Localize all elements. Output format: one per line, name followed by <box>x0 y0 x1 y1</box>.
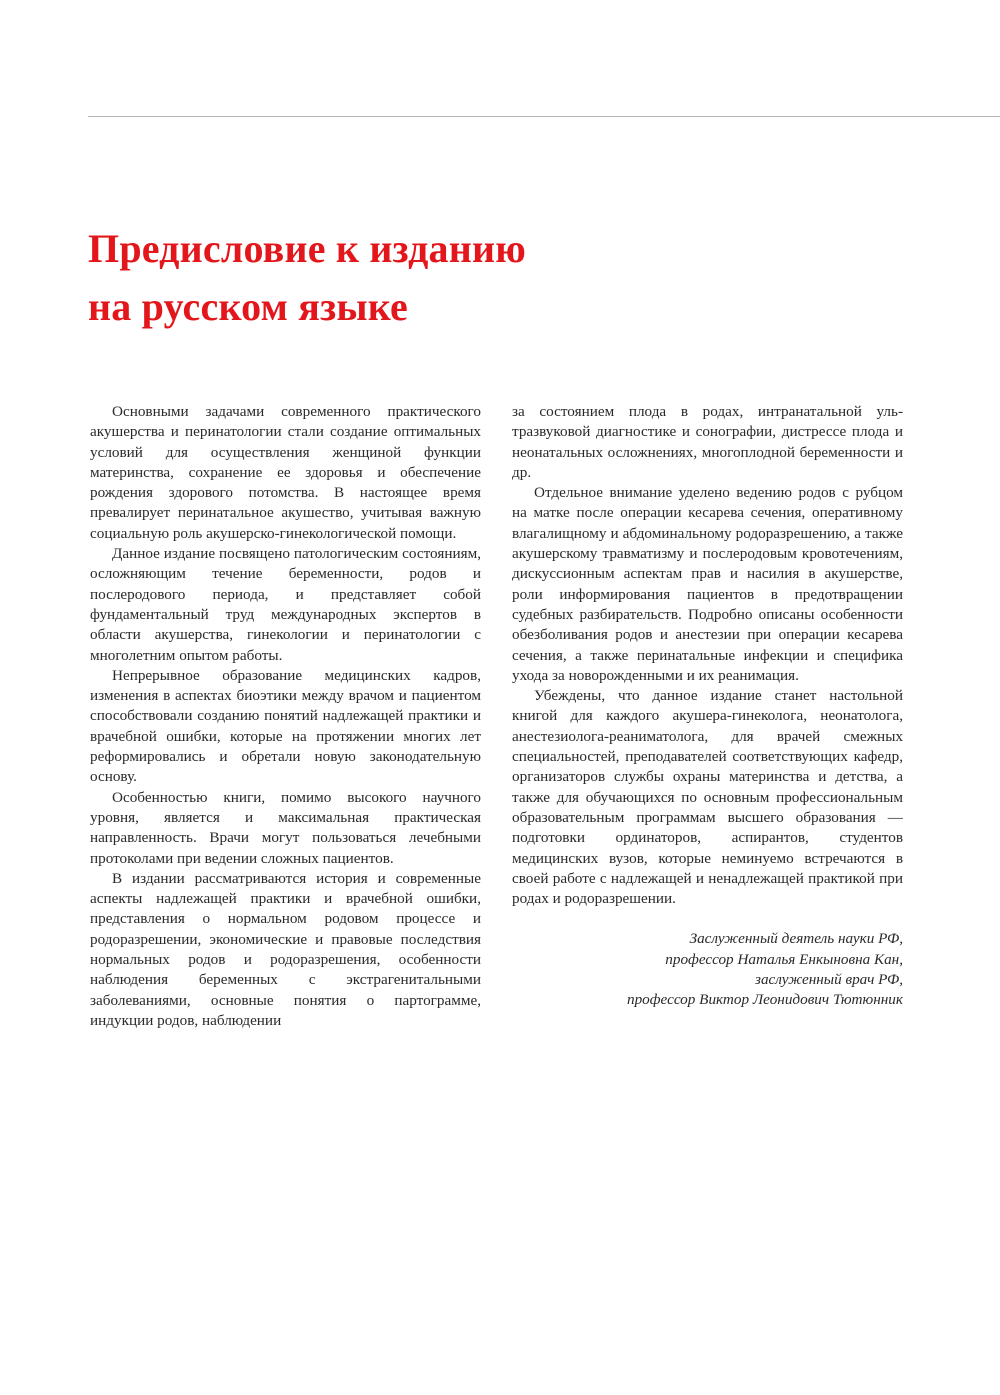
page-title-line-2: на русском языке <box>88 284 408 329</box>
paragraph: Непрерывное образование медицинских кадров, изменения в аспектах биоэтики между врачом и пациентом способствовали созданию понятий надлежащей практики и врачебной ошибки, которые на протяжении многих лет реформировались и обретали новую законодательную основу. <box>90 666 481 786</box>
signature-line: профессор Наталья Енкыновна Кан, <box>665 950 903 968</box>
left-column <box>90 402 481 1031</box>
right-column <box>512 402 903 1031</box>
paragraph: Данное издание посвящено патологическим состояниям, осложняющим течение беременности, родов и послеродового периода, и представляет собой фундаментальный труд международных экспертов в области акушерства, гинекологии и перинатологии с многолетним опытом работы. <box>90 545 481 664</box>
paragraph: В издании рассматриваются история и современные аспекты надлежащей практики и врачебной ошибки, представления о нормальном родовом процессе и родоразрешении, экономические и правовые последствия нормальных родов и родоразрешения, особенности наблюдения беременных с экстрагенитальными заболеваниями, основные понятия о партограмме, индукции родов, наблюдении <box>90 869 481 1029</box>
body-columns <box>90 402 903 1031</box>
signature-line: профессор Виктор Леонидович Тютюнник <box>626 991 903 1009</box>
paragraph: Убеждены, что данное издание станет настольной книгой для каждого акушера-гинеколога, неонатолога, анестезиолога-реаниматолога, для врачей смежных специальностей, преподавателей соответствующих кафедр, организаторов службы охраны материнства и детства, а также для обучающихся по основным профессиональным образовательным программам высшего образования — подготовки ординаторов, аспирантов, студентов медицинских вузов, которые неминуемо встречаются в своей работе с надлежащей и ненадлежащей практикой при родах и родоразрешении. <box>512 687 903 908</box>
top-divider-line <box>88 116 1000 117</box>
signature-block <box>512 929 903 1010</box>
paragraph: Отдельное внимание уделено ведению родов с рубцом на матке после операции кесарева сечения, оперативному влагалищному и абдоминальному родоразрешению, а также акушерскому травматизму и послеродовым кровотечениям, дискуссионным аспектам прав и насилия в акушерстве, роли информирования пациентов в предотвращении судебных разбирательств. Подробно описаны особенности обезболивания родов и анестезии при операции кесарева сечения, а также перинатальные инфекции и специфика ухода за новорожденными и их реанимация. <box>512 484 903 684</box>
paragraph: Особенностью книги, помимо высокого научного уровня, является и максимальная практическая направленность. Врачи могут пользоваться лечебными протоколами при ведении сложных пациентов. <box>90 788 481 867</box>
signature-line: Заслуженный деятель науки РФ, <box>689 930 903 948</box>
paragraph-continued: за состоянием плода в родах, интранатальной ультразвуковой диагностике и сонографии, дистрессе плода и неонатальных осложнениях, многоплодной беременности и др. <box>512 403 903 481</box>
signature-line: заслуженный врач РФ, <box>755 971 903 989</box>
paragraph: Основными задачами современного практического акушерства и перинатологии стали создание оптимальных условий для осуществления женщиной функции материнства, сохранение ее здоровья и обеспечение рождения здорового потомства. В настоящее время превалирует перинатальное акушество, учитывая важную социальную роль акушерско-гинекологической помощи. <box>90 403 481 542</box>
page-title-line-1: Предисловие к изданию <box>88 226 527 271</box>
page-title <box>88 220 908 336</box>
